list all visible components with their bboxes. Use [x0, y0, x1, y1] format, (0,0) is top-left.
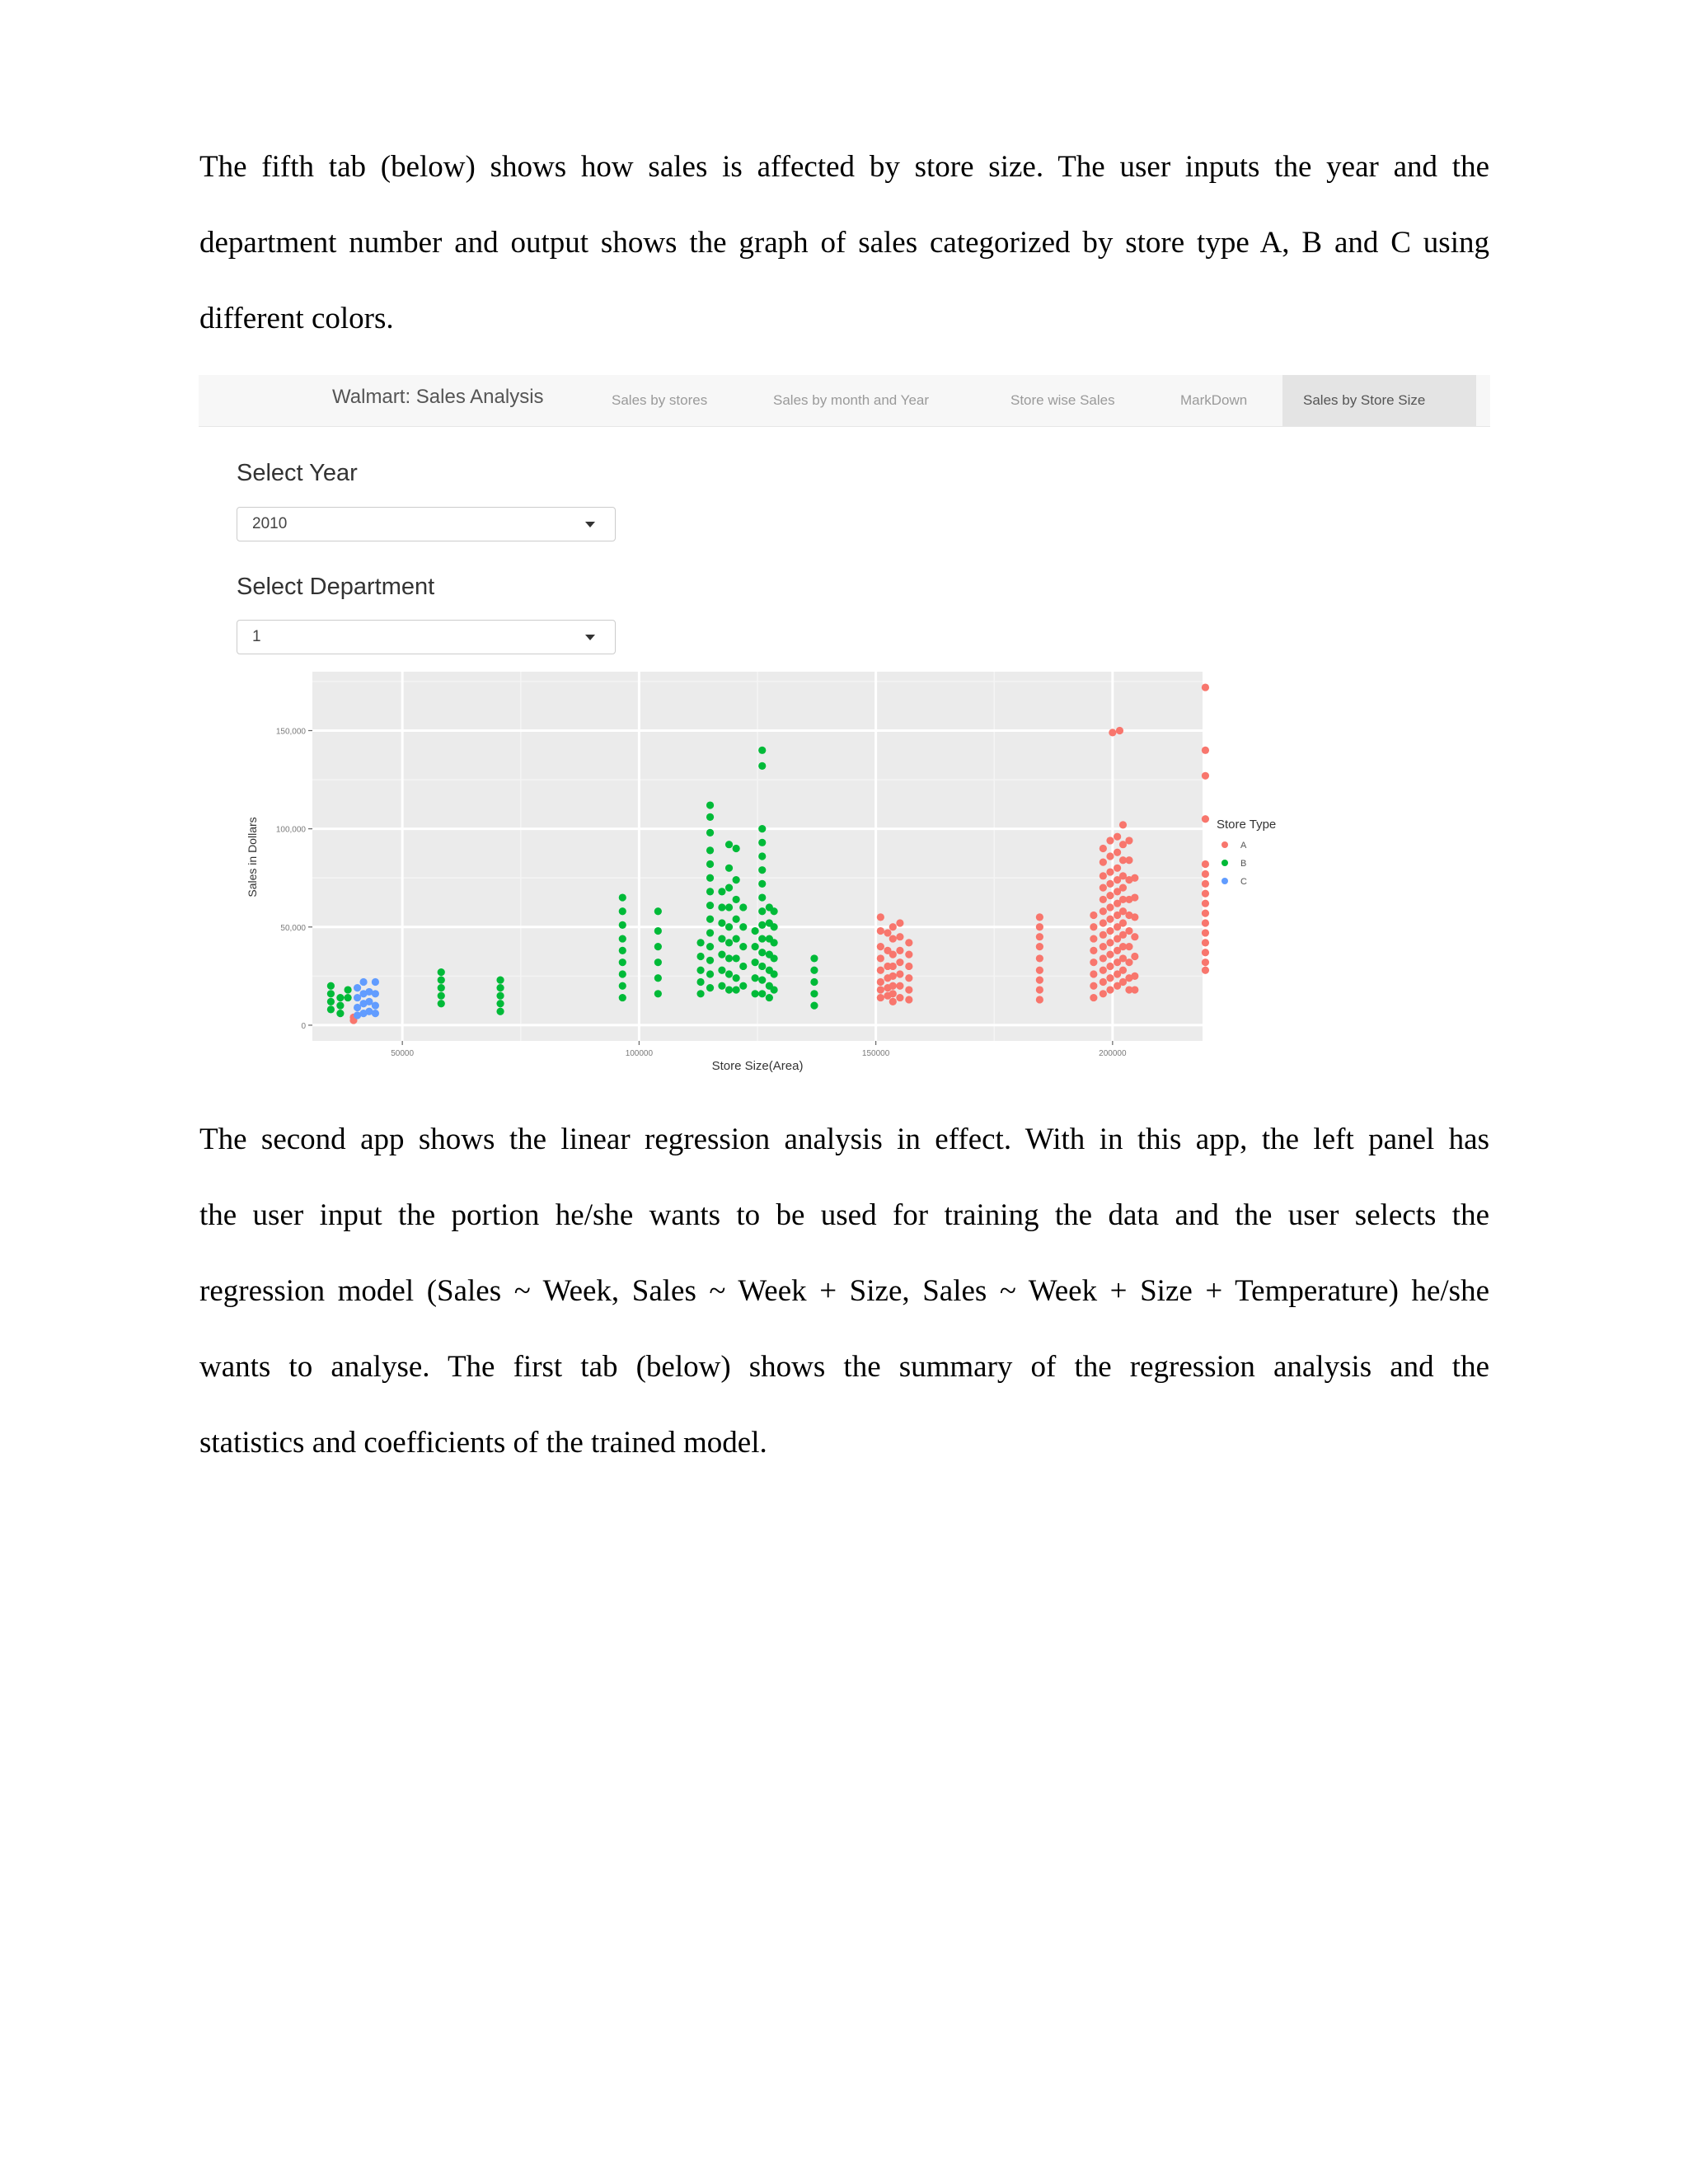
data-point-b	[771, 907, 778, 915]
data-point-a	[1125, 927, 1132, 935]
data-point-a	[1116, 727, 1123, 734]
data-point-b	[696, 990, 704, 997]
data-point-b	[336, 1010, 344, 1017]
data-point-b	[496, 992, 504, 1000]
y-tick-label: 0	[301, 1021, 306, 1031]
data-point-b	[696, 939, 704, 946]
data-point-b	[733, 896, 740, 903]
data-point-a	[896, 919, 903, 926]
data-point-b	[654, 990, 662, 997]
data-point-a	[1202, 939, 1209, 946]
data-point-b	[496, 1000, 504, 1007]
data-point-a	[1202, 870, 1209, 878]
data-point-a	[905, 996, 912, 1003]
x-axis-label: Store Size(Area)	[711, 1059, 804, 1073]
data-point-b	[810, 967, 818, 974]
data-point-b	[327, 998, 335, 1005]
data-point-b	[758, 949, 766, 956]
data-point-b	[733, 954, 740, 962]
data-point-a	[889, 935, 897, 942]
data-point-a	[889, 963, 897, 970]
data-point-a	[1090, 982, 1097, 990]
data-point-a	[896, 947, 903, 954]
data-point-b	[706, 888, 714, 895]
data-point-c	[372, 978, 379, 986]
data-point-b	[654, 907, 662, 915]
data-point-b	[706, 829, 714, 837]
data-point-a	[1119, 967, 1127, 974]
text-line: different colors.	[199, 302, 394, 335]
data-point-a	[889, 923, 897, 930]
data-point-a	[1125, 856, 1132, 864]
text-line: statistics and coefficients of the trained model.	[199, 1426, 767, 1460]
data-point-b	[771, 923, 778, 930]
data-point-b	[706, 970, 714, 977]
data-point-a	[1202, 967, 1209, 974]
data-point-a	[1036, 943, 1043, 950]
data-point-a	[1090, 958, 1097, 966]
data-point-b	[758, 893, 766, 901]
legend-label: A	[1240, 841, 1247, 851]
data-point-a	[877, 927, 884, 935]
data-point-b	[496, 977, 504, 984]
data-point-b	[739, 963, 747, 970]
data-point-b	[752, 990, 759, 997]
data-point-a	[1090, 923, 1097, 930]
data-point-a	[1131, 953, 1138, 960]
data-point-a	[1202, 949, 1209, 956]
data-point-a	[1106, 880, 1114, 888]
data-point-b	[725, 841, 733, 848]
data-point-a	[1202, 860, 1209, 868]
data-point-c	[354, 984, 361, 991]
data-point-a	[1100, 943, 1107, 950]
data-point-b	[718, 982, 725, 990]
data-point-b	[619, 893, 626, 901]
data-point-a	[1109, 729, 1116, 736]
data-point-b	[758, 977, 766, 984]
data-point-b	[327, 1005, 335, 1013]
data-point-b	[771, 970, 778, 977]
department-select[interactable]	[237, 620, 616, 654]
text-line: The fifth tab (below) shows how sales is affected by store size. The user inputs the year and the	[199, 150, 1489, 184]
data-point-a	[1119, 919, 1127, 926]
data-point-c	[372, 1002, 379, 1010]
data-point-b	[438, 984, 445, 991]
data-point-a	[1119, 821, 1127, 828]
data-point-c	[372, 1010, 379, 1017]
data-point-a	[877, 978, 884, 986]
data-point-b	[758, 866, 766, 874]
data-point-b	[810, 1002, 818, 1010]
data-point-a	[896, 970, 903, 977]
data-point-b	[758, 839, 766, 846]
y-tick-label: 100,000	[275, 825, 306, 835]
data-point-a	[1100, 872, 1107, 879]
data-point-a	[877, 994, 884, 1001]
data-point-a	[1100, 931, 1107, 939]
data-point-b	[733, 986, 740, 993]
data-point-a	[1131, 913, 1138, 921]
data-point-b	[758, 990, 766, 997]
data-point-a	[1106, 974, 1114, 982]
data-point-a	[1100, 896, 1107, 903]
data-point-a	[1119, 884, 1127, 892]
data-point-b	[336, 994, 344, 1001]
data-point-a	[1202, 815, 1209, 823]
data-point-b	[739, 903, 747, 911]
data-point-a	[1106, 868, 1114, 875]
data-point-b	[718, 888, 725, 895]
x-tick-label: 150000	[861, 1049, 890, 1058]
data-point-b	[619, 970, 626, 977]
tab-store-wise-sales[interactable]: Store wise Sales	[1010, 392, 1115, 408]
data-point-b	[752, 958, 759, 966]
data-point-a	[1100, 954, 1107, 962]
data-point-a	[1202, 683, 1209, 691]
data-point-a	[905, 986, 912, 993]
data-point-a	[1131, 874, 1138, 882]
department-select-label: Select Department	[237, 574, 435, 600]
data-point-a	[1036, 977, 1043, 984]
data-point-a	[1100, 884, 1107, 892]
data-point-b	[725, 939, 733, 946]
data-point-a	[1036, 996, 1043, 1003]
data-point-a	[889, 972, 897, 980]
data-point-b	[706, 984, 714, 991]
data-point-a	[889, 998, 897, 1005]
text-line: department number and output shows the graph of sales categorized by store type A, B and C using	[199, 226, 1489, 260]
data-point-b	[758, 880, 766, 888]
data-point-b	[438, 992, 445, 1000]
app-screenshot	[199, 375, 1490, 1092]
data-point-b	[706, 943, 714, 950]
data-point-a	[877, 954, 884, 962]
y-axis-label: Sales in Dollars	[246, 817, 259, 898]
data-point-b	[752, 927, 759, 935]
data-point-b	[733, 845, 740, 852]
data-point-a	[896, 958, 903, 966]
data-point-b	[706, 874, 714, 882]
data-point-a	[1106, 951, 1114, 958]
data-point-a	[1036, 967, 1043, 974]
data-point-b	[706, 916, 714, 923]
data-point-b	[810, 954, 818, 962]
data-point-b	[438, 968, 445, 976]
data-point-b	[758, 921, 766, 929]
data-point-b	[344, 986, 351, 993]
data-point-a	[1106, 903, 1114, 911]
data-point-b	[752, 943, 759, 950]
data-point-a	[1202, 747, 1209, 754]
data-point-a	[1131, 933, 1138, 940]
data-point-b	[706, 846, 714, 854]
data-point-b	[619, 982, 626, 990]
data-point-b	[771, 986, 778, 993]
data-point-b	[725, 884, 733, 892]
data-point-a	[905, 951, 912, 958]
data-point-a	[1036, 923, 1043, 930]
data-point-a	[1100, 990, 1107, 997]
data-point-a	[1100, 859, 1107, 866]
data-point-b	[718, 903, 725, 911]
data-point-a	[877, 967, 884, 974]
y-tick-label: 150,000	[275, 727, 306, 737]
y-tick-label: 50,000	[280, 923, 306, 933]
data-point-a	[1106, 852, 1114, 860]
data-point-a	[896, 933, 903, 940]
data-point-c	[372, 990, 379, 997]
data-point-b	[718, 967, 725, 974]
data-point-a	[1114, 849, 1121, 856]
text-line: wants to analyse. The first tab (below) shows the summary of the regression analysis and the	[199, 1350, 1489, 1384]
data-point-b	[758, 963, 766, 970]
navbar	[199, 375, 1490, 427]
data-point-a	[889, 990, 897, 997]
data-point-b	[739, 943, 747, 950]
data-point-b	[654, 927, 662, 935]
data-point-a	[1202, 890, 1209, 898]
data-point-b	[725, 903, 733, 911]
data-point-b	[706, 957, 714, 964]
tab-markdown[interactable]: MarkDown	[1180, 392, 1248, 408]
data-point-a	[1202, 772, 1209, 780]
tab-sales-by-store-size[interactable]: Sales by Store Size	[1282, 375, 1476, 426]
data-point-b	[706, 813, 714, 821]
data-point-b	[706, 801, 714, 808]
data-point-b	[733, 876, 740, 883]
data-point-b	[733, 916, 740, 923]
legend-key-a	[1221, 841, 1228, 848]
data-point-b	[654, 958, 662, 966]
data-point-a	[1090, 947, 1097, 954]
data-point-a	[889, 982, 897, 990]
year-select-label: Select Year	[237, 460, 358, 486]
data-point-b	[725, 923, 733, 930]
data-point-b	[758, 907, 766, 915]
data-point-b	[619, 935, 626, 942]
data-point-b	[725, 865, 733, 872]
text-line: regression model (Sales ~ Week, Sales ~ Week + Size, Sales ~ Week + Size + Temperature) he/she	[199, 1274, 1489, 1308]
data-point-b	[496, 1008, 504, 1015]
data-point-a	[1036, 913, 1043, 921]
data-point-a	[1131, 986, 1138, 993]
caret-down-icon	[585, 635, 595, 640]
data-point-a	[1106, 916, 1114, 923]
data-point-b	[718, 935, 725, 942]
data-point-b	[696, 967, 704, 974]
data-point-a	[1202, 929, 1209, 936]
data-point-a	[1100, 907, 1107, 915]
data-point-a	[1202, 880, 1209, 888]
data-point-a	[877, 986, 884, 993]
data-point-b	[327, 982, 335, 990]
data-point-a	[1114, 865, 1121, 872]
data-point-b	[619, 958, 626, 966]
x-tick-label: 200000	[1099, 1049, 1127, 1058]
data-point-b	[619, 907, 626, 915]
data-point-b	[758, 825, 766, 832]
data-point-a	[889, 951, 897, 958]
data-point-a	[1036, 986, 1043, 993]
data-point-a	[1090, 994, 1097, 1001]
year-select-value: 2010	[252, 515, 288, 532]
data-point-b	[619, 994, 626, 1001]
x-tick-label: 100000	[625, 1049, 654, 1058]
data-point-a	[884, 929, 891, 936]
legend-title: Store Type	[1217, 818, 1277, 832]
data-point-a	[1125, 943, 1132, 950]
data-point-b	[718, 919, 725, 926]
app-brand[interactable]: Walmart: Sales Analysis	[332, 386, 544, 408]
data-point-b	[619, 921, 626, 929]
data-point-a	[1106, 986, 1114, 993]
data-point-b	[733, 935, 740, 942]
data-point-a	[1202, 900, 1209, 907]
data-point-b	[725, 986, 733, 993]
data-point-b	[758, 762, 766, 770]
data-point-a	[1100, 967, 1107, 974]
second-app-paragraph	[199, 1102, 1489, 1481]
data-point-a	[877, 913, 884, 921]
data-point-a	[1125, 958, 1132, 966]
data-point-b	[718, 951, 725, 958]
legend-label: B	[1240, 859, 1247, 869]
data-point-a	[1036, 954, 1043, 962]
data-point-a	[896, 994, 903, 1001]
data-point-b	[654, 974, 662, 982]
data-point-b	[771, 954, 778, 962]
data-point-b	[344, 994, 351, 1001]
tab-sales-by-stores[interactable]: Sales by stores	[612, 392, 708, 408]
data-point-a	[1106, 837, 1114, 844]
data-point-a	[905, 963, 912, 970]
data-point-a	[1106, 963, 1114, 970]
data-point-b	[619, 947, 626, 954]
data-point-b	[438, 1000, 445, 1007]
data-point-a	[1202, 910, 1209, 917]
data-point-b	[706, 902, 714, 909]
data-point-b	[696, 953, 704, 960]
data-point-a	[1100, 845, 1107, 852]
data-point-b	[696, 978, 704, 986]
data-point-b	[706, 860, 714, 868]
data-point-a	[1100, 978, 1107, 986]
data-point-a	[905, 974, 912, 982]
x-tick-label: 50000	[391, 1049, 415, 1058]
data-point-a	[896, 982, 903, 990]
data-point-b	[752, 974, 759, 982]
text-line: The second app shows the linear regression analysis in effect. With in this app, the left panel has	[199, 1122, 1489, 1156]
legend-label: C	[1240, 877, 1247, 887]
year-select[interactable]	[237, 507, 616, 541]
data-point-a	[1131, 893, 1138, 901]
data-point-b	[810, 990, 818, 997]
data-point-b	[706, 929, 714, 936]
data-point-b	[758, 935, 766, 942]
data-point-a	[877, 943, 884, 950]
data-point-b	[438, 977, 445, 984]
data-point-b	[758, 852, 766, 860]
data-point-a	[1131, 972, 1138, 980]
text-line: the user input the portion he/she wants to be used for training the data and the user selects the	[199, 1198, 1489, 1232]
data-point-a	[1106, 927, 1114, 935]
data-point-b	[725, 954, 733, 962]
data-point-b	[771, 939, 778, 946]
data-point-b	[336, 1002, 344, 1010]
data-point-a	[1106, 939, 1114, 946]
sales-by-store-size-chart	[199, 672, 1490, 1092]
data-point-a	[905, 939, 912, 946]
data-point-a	[1114, 833, 1121, 841]
data-point-a	[1125, 837, 1132, 844]
data-point-b	[733, 974, 740, 982]
tab-sales-by-month-and-year[interactable]: Sales by month and Year	[773, 392, 930, 408]
intro-paragraph	[199, 129, 1489, 357]
data-point-a	[1202, 919, 1209, 926]
data-point-b	[496, 984, 504, 991]
data-point-b	[739, 982, 747, 990]
department-select-value: 1	[252, 628, 261, 645]
legend-key-b	[1221, 860, 1228, 866]
data-point-a	[1106, 892, 1114, 899]
data-point-b	[725, 970, 733, 977]
data-point-a	[1090, 970, 1097, 977]
data-point-b	[758, 747, 766, 754]
data-point-a	[1202, 958, 1209, 966]
data-point-a	[1090, 912, 1097, 919]
data-point-a	[1036, 933, 1043, 940]
data-point-a	[1100, 919, 1107, 926]
data-point-b	[766, 994, 773, 1001]
caret-down-icon	[585, 522, 595, 527]
data-point-a	[1090, 935, 1097, 942]
data-point-b	[739, 923, 747, 930]
data-point-b	[654, 943, 662, 950]
data-point-b	[810, 978, 818, 986]
data-point-c	[359, 978, 367, 986]
data-point-b	[327, 990, 335, 997]
legend-key-c	[1221, 878, 1228, 884]
